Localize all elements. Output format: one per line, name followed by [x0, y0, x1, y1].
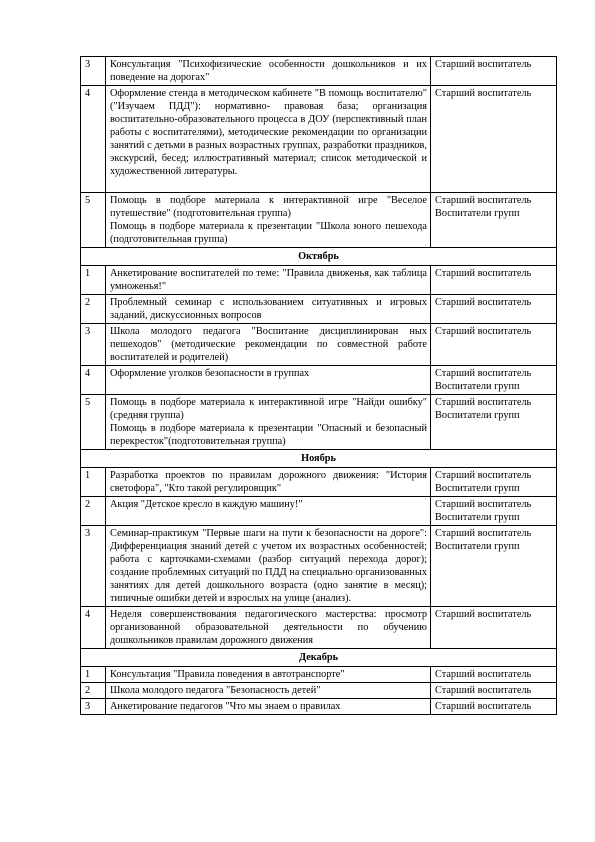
- table-row: [81, 699, 557, 715]
- responsible-text: Старший воспитатель: [435, 397, 532, 408]
- activity-text: Оформление уголков безопасности в группах: [110, 368, 310, 379]
- row-number: 3: [81, 699, 106, 715]
- activity-text: Школа молодого педагога "Воспитание дисциплинирован ных пешеходов" (методические рекомендации по совместной работе воспитателей и родителей): [110, 326, 427, 363]
- activity-text: Консультация "Правила поведения в автотранспорте": [110, 669, 345, 680]
- responsible-text: Воспитатели групп: [435, 208, 520, 219]
- activity-cell: [106, 193, 431, 248]
- row-number: 2: [81, 295, 106, 324]
- responsible-text: Воспитатели групп: [435, 512, 520, 523]
- month-title: Декабрь: [81, 649, 557, 667]
- activity-cell: [106, 57, 431, 86]
- row-number: 1: [81, 468, 106, 497]
- responsible-text: Старший воспитатель: [435, 470, 532, 481]
- activity-text: Помощь в подборе материала к презентации "Школа юного пешехода (подготовительная группа): [110, 221, 427, 245]
- responsible-text: Старший воспитатель: [435, 685, 532, 696]
- month-header-row: [81, 649, 557, 667]
- activity-cell: [106, 683, 431, 699]
- row-number: 1: [81, 667, 106, 683]
- activity-cell: [106, 468, 431, 497]
- responsible-cell: [431, 366, 557, 395]
- responsible-cell: [431, 497, 557, 526]
- responsible-text: Воспитатели групп: [435, 483, 520, 494]
- row-number: 3: [81, 324, 106, 366]
- responsible-text: Старший воспитатель: [435, 368, 532, 379]
- table-row: [81, 607, 557, 649]
- row-number: 4: [81, 86, 106, 193]
- responsible-text: Старший воспитатель: [435, 59, 532, 70]
- activity-cell: [106, 266, 431, 295]
- table-row: [81, 324, 557, 366]
- row-number: 2: [81, 683, 106, 699]
- responsible-cell: [431, 526, 557, 607]
- activity-text: Помощь в подборе материала к интерактивной игре "Найди ошибку" (средняя группа): [110, 397, 427, 421]
- responsible-cell: [431, 699, 557, 715]
- activity-cell: [106, 667, 431, 683]
- responsible-text: Воспитатели групп: [435, 541, 520, 552]
- month-title: Октябрь: [81, 248, 557, 266]
- activity-text: [110, 178, 427, 191]
- activity-cell: [106, 526, 431, 607]
- responsible-text: Старший воспитатель: [435, 88, 532, 99]
- activity-cell: [106, 295, 431, 324]
- row-number: 2: [81, 497, 106, 526]
- activity-text: Помощь в подборе материала к интерактивной игре "Веселое путешествие" (подготовительная группа): [110, 195, 427, 219]
- activity-text: Анкетирование педагогов "Что мы знаем о правилах: [110, 701, 341, 712]
- activity-cell: [106, 607, 431, 649]
- activity-cell: [106, 497, 431, 526]
- table-row: [81, 193, 557, 248]
- plan-table-body: [81, 57, 557, 715]
- table-row: [81, 667, 557, 683]
- responsible-text: Старший воспитатель: [435, 499, 532, 510]
- activity-cell: [106, 324, 431, 366]
- responsible-cell: [431, 395, 557, 450]
- activity-text: Акция "Детское кресло в каждую машину!": [110, 499, 303, 510]
- responsible-cell: [431, 607, 557, 649]
- responsible-cell: [431, 295, 557, 324]
- table-row: [81, 57, 557, 86]
- activity-text: Помощь в подборе материала к презентации "Опасный и безопасный перекресток"(подготовительная группа): [110, 423, 427, 447]
- responsible-cell: [431, 86, 557, 193]
- activity-cell: [106, 366, 431, 395]
- responsible-cell: [431, 683, 557, 699]
- responsible-cell: [431, 468, 557, 497]
- row-number: 1: [81, 266, 106, 295]
- responsible-text: Воспитатели групп: [435, 381, 520, 392]
- plan-table: [80, 56, 557, 715]
- table-row: [81, 266, 557, 295]
- table-row: [81, 526, 557, 607]
- table-row: [81, 366, 557, 395]
- responsible-cell: [431, 667, 557, 683]
- responsible-text: Старший воспитатель: [435, 528, 532, 539]
- row-number: 5: [81, 193, 106, 248]
- activity-text: Проблемный семинар с использованием ситуативных и игровых заданий, дискуссионных вопросов: [110, 297, 427, 321]
- responsible-text: Старший воспитатель: [435, 701, 532, 712]
- row-number: 3: [81, 57, 106, 86]
- responsible-cell: [431, 193, 557, 248]
- activity-text: Семинар-практикум "Первые шаги на пути к безопасности на дороге": Дифференциация знаний детей с учетом их возрастных особенностей; работа с карточками-схемами (разбор ситуаций перехода дорог); создание проблемных ситуаций по ПДД на специально организованных занятиях для детей дошкольного возраста (одно занятие в месяц); типичные ошибки детей и взрослых на улице (анализ).: [110, 528, 427, 604]
- activity-text: Анкетирование воспитателей по теме: "Правила движенья, как таблица умноженья!": [110, 268, 427, 292]
- activity-text: Школа молодого педагога "Безопасность детей": [110, 685, 321, 696]
- responsible-text: Старший воспитатель: [435, 195, 532, 206]
- month-title: Ноябрь: [81, 450, 557, 468]
- table-row: [81, 468, 557, 497]
- table-row: [81, 86, 557, 193]
- activity-text: Неделя совершенствования педагогического мастерства: просмотр организованной образовательной деятельности по обучению дошкольников правилам дорожного движения: [110, 609, 427, 646]
- responsible-cell: [431, 266, 557, 295]
- table-row: [81, 395, 557, 450]
- responsible-cell: [431, 324, 557, 366]
- responsible-text: Старший воспитатель: [435, 268, 532, 279]
- responsible-text: Старший воспитатель: [435, 669, 532, 680]
- row-number: 5: [81, 395, 106, 450]
- row-number: 4: [81, 366, 106, 395]
- activity-text: Разработка проектов по правилам дорожного движения: "История светофора", "Кто такой регулировщик": [110, 470, 427, 494]
- activity-cell: [106, 86, 431, 193]
- table-row: [81, 683, 557, 699]
- responsible-cell: [431, 57, 557, 86]
- table-row: [81, 295, 557, 324]
- month-header-row: [81, 248, 557, 266]
- responsible-text: Старший воспитатель: [435, 609, 532, 620]
- row-number: 3: [81, 526, 106, 607]
- activity-text: Оформление стенда в методическом кабинете "В помощь воспитателю" ("Изучаем ПДД"): нормативно- правовая база; организация воспитательно-образовательного процесса в ДОУ (перспективный план работы с воспитателями), методические рекомендации по организации занятий с детьми в разных возрастных группах, разработки праздников, экскурсий, бесед; иллюстративный материал; список методической и художественной литературы.: [110, 88, 427, 177]
- responsible-text: Старший воспитатель: [435, 326, 532, 337]
- row-number: 4: [81, 607, 106, 649]
- activity-cell: [106, 699, 431, 715]
- month-header-row: [81, 450, 557, 468]
- responsible-text: Старший воспитатель: [435, 297, 532, 308]
- table-row: [81, 497, 557, 526]
- activity-text: Консультация "Психофизические особенности дошкольников и их поведение на дорогах": [110, 59, 427, 83]
- responsible-text: Воспитатели групп: [435, 410, 520, 421]
- activity-cell: [106, 395, 431, 450]
